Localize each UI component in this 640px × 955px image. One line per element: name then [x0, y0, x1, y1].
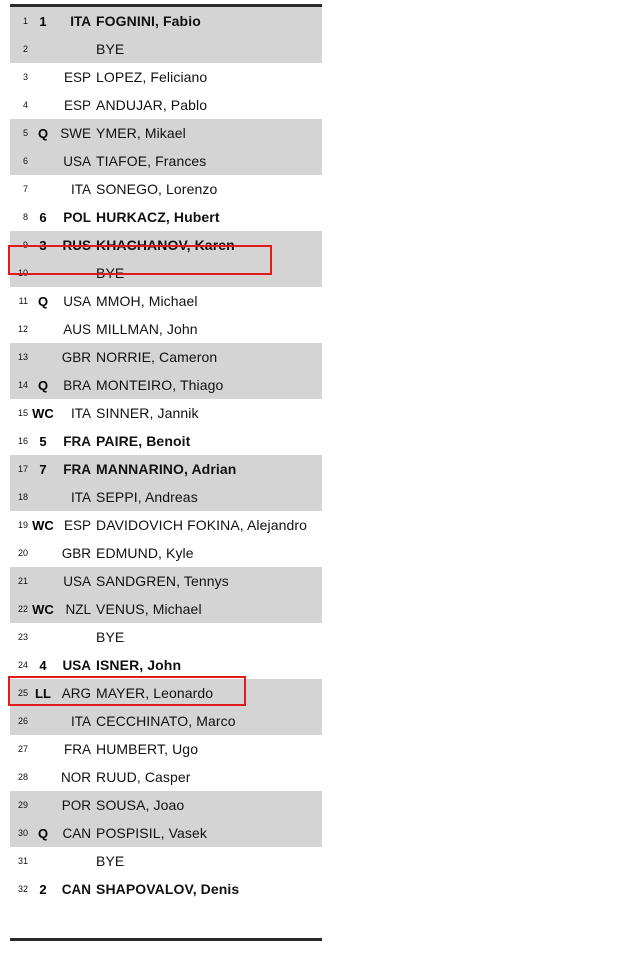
- seed-or-status-label: 2: [39, 881, 47, 897]
- player-name: LOPEZ, Feliciano: [96, 69, 208, 85]
- player-row[interactable]: [10, 875, 322, 903]
- player-row[interactable]: [10, 203, 322, 231]
- player-name: SOUSA, Joao: [96, 797, 185, 813]
- country-code: GBR: [61, 349, 91, 365]
- player-row[interactable]: [10, 819, 322, 847]
- player-row[interactable]: [10, 483, 322, 511]
- draw-position-number: 8: [22, 212, 28, 222]
- player-name: NORRIE, Cameron: [96, 349, 218, 365]
- country-code: AUS: [63, 321, 91, 337]
- match-group[interactable]: [10, 343, 322, 399]
- player-name: MANNARINO, Adrian: [96, 461, 237, 477]
- seed-or-status-label: 1: [39, 13, 47, 29]
- country-code: ITA: [71, 489, 91, 505]
- match-group[interactable]: [10, 623, 322, 679]
- draw-position-number: 6: [22, 156, 28, 166]
- country-code: FRA: [63, 461, 91, 477]
- country-code: CAN: [62, 825, 91, 841]
- player-row[interactable]: [10, 175, 322, 203]
- draw-position-number: 30: [17, 828, 28, 838]
- country-code: ITA: [71, 713, 91, 729]
- player-row[interactable]: [10, 455, 322, 483]
- draw-position-number: 32: [17, 884, 28, 894]
- match-group[interactable]: [10, 63, 322, 119]
- player-name: EDMUND, Kyle: [96, 545, 194, 561]
- player-row[interactable]: [10, 315, 322, 343]
- player-name: RUUD, Casper: [96, 769, 191, 785]
- country-code: ITA: [70, 13, 91, 29]
- player-name: HURKACZ, Hubert: [96, 209, 220, 225]
- country-code: ESP: [63, 97, 91, 113]
- player-name: MAYER, Leonardo: [96, 685, 214, 701]
- draw-position-number: 29: [17, 800, 28, 810]
- draw-position-number: 27: [17, 744, 28, 754]
- match-group[interactable]: [10, 7, 322, 63]
- player-row[interactable]: [10, 343, 322, 371]
- player-name: HUMBERT, Ugo: [96, 741, 199, 757]
- match-group[interactable]: [10, 847, 322, 903]
- seed-or-status-label: Q: [37, 125, 49, 141]
- country-code: FRA: [64, 741, 91, 757]
- player-name: KHACHANOV, Karen: [96, 237, 235, 253]
- player-row[interactable]: [10, 651, 322, 679]
- player-row[interactable]: [10, 259, 322, 287]
- seed-or-status-label: WC: [32, 405, 54, 421]
- draw-position-number: 19: [17, 520, 28, 530]
- draw-position-number: 13: [17, 352, 28, 362]
- draw-position-number: 22: [17, 604, 28, 614]
- country-code: POR: [61, 797, 91, 813]
- draw-position-number: 25: [17, 688, 28, 698]
- draw-position-number: 23: [17, 632, 28, 642]
- player-name: SONEGO, Lorenzo: [96, 181, 218, 197]
- country-code: ARG: [61, 685, 91, 701]
- country-code: CAN: [61, 881, 91, 897]
- match-group[interactable]: [10, 567, 322, 623]
- player-row[interactable]: [10, 595, 322, 623]
- draw-position-number: 31: [17, 856, 28, 866]
- player-name: MILLMAN, John: [96, 321, 198, 337]
- player-row[interactable]: [10, 679, 322, 707]
- seed-or-status-label: WC: [32, 601, 54, 617]
- player-row[interactable]: [10, 623, 322, 651]
- draw-position-number: 2: [22, 44, 28, 54]
- player-name: VENUS, Michael: [96, 601, 202, 617]
- seed-or-status-label: Q: [37, 293, 49, 309]
- seed-or-status-label: Q: [37, 377, 49, 393]
- bye-label: BYE: [96, 629, 125, 645]
- draw-position-number: 1: [22, 16, 28, 26]
- match-group[interactable]: [10, 511, 322, 567]
- player-name: MMOH, Michael: [96, 293, 198, 309]
- player-row[interactable]: [10, 539, 322, 567]
- match-group[interactable]: [10, 231, 322, 287]
- player-name: ISNER, John: [96, 657, 182, 673]
- seed-or-status-label: 5: [39, 433, 47, 449]
- bye-label: BYE: [96, 853, 125, 869]
- seed-or-status-label: Q: [37, 825, 49, 841]
- country-code: RUS: [62, 237, 91, 253]
- draw-position-number: 3: [22, 72, 28, 82]
- draw-position-number: 21: [17, 576, 28, 586]
- player-row[interactable]: [10, 735, 322, 763]
- country-code: USA: [62, 657, 91, 673]
- draw-position-number: 10: [17, 268, 28, 278]
- player-name: SEPPI, Andreas: [96, 489, 198, 505]
- player-row[interactable]: [10, 63, 322, 91]
- draw-position-number: 18: [17, 492, 28, 502]
- match-group[interactable]: [10, 455, 322, 511]
- match-group[interactable]: [10, 399, 322, 455]
- country-code: USA: [63, 573, 91, 589]
- player-row[interactable]: [10, 91, 322, 119]
- player-row[interactable]: [10, 511, 322, 539]
- player-row[interactable]: [10, 7, 322, 35]
- seed-or-status-label: 7: [39, 461, 47, 477]
- player-row[interactable]: [10, 371, 322, 399]
- draw-position-number: 4: [22, 100, 28, 110]
- bye-label: BYE: [96, 265, 125, 281]
- player-row[interactable]: [10, 287, 322, 315]
- player-row[interactable]: [10, 399, 322, 427]
- draw-position-number: 12: [17, 324, 28, 334]
- player-name: CECCHINATO, Marco: [96, 713, 236, 729]
- player-name: MONTEIRO, Thiago: [96, 377, 224, 393]
- draw-position-number: 16: [17, 436, 28, 446]
- player-row[interactable]: [10, 119, 322, 147]
- match-group[interactable]: [10, 679, 322, 735]
- player-name: SANDGREN, Tennys: [96, 573, 229, 589]
- seed-or-status-label: 4: [39, 657, 47, 673]
- seed-or-status-label: WC: [32, 517, 54, 533]
- country-code: POL: [63, 209, 91, 225]
- draw-position-number: 9: [22, 240, 28, 250]
- player-name: SHAPOVALOV, Denis: [96, 881, 240, 897]
- country-code: ESP: [63, 69, 91, 85]
- match-group[interactable]: [10, 791, 322, 847]
- draw-position-number: 24: [17, 660, 28, 670]
- match-group[interactable]: [10, 735, 322, 791]
- draw-position-number: 28: [17, 772, 28, 782]
- country-code: FRA: [63, 433, 91, 449]
- player-row[interactable]: [10, 231, 322, 259]
- player-name: YMER, Mikael: [96, 125, 186, 141]
- draw-position-number: 5: [22, 128, 28, 138]
- player-row[interactable]: [10, 763, 322, 791]
- player-name: PAIRE, Benoit: [96, 433, 191, 449]
- country-code: ITA: [71, 181, 91, 197]
- country-code: NOR: [61, 769, 91, 785]
- bottom-divider: [10, 938, 322, 941]
- match-group[interactable]: [10, 175, 322, 231]
- bye-label: BYE: [96, 41, 125, 57]
- player-row[interactable]: [10, 847, 322, 875]
- seed-or-status-label: LL: [35, 685, 51, 701]
- player-row[interactable]: [10, 147, 322, 175]
- player-name: FOGNINI, Fabio: [96, 13, 201, 29]
- country-code: GBR: [61, 545, 91, 561]
- player-name: DAVIDOVICH FOKINA, Alejandro: [96, 517, 308, 533]
- country-code: ITA: [71, 405, 91, 421]
- player-row[interactable]: [10, 35, 322, 63]
- match-group[interactable]: [10, 287, 322, 343]
- draw-position-number: 15: [17, 408, 28, 418]
- seed-or-status-label: 3: [39, 237, 47, 253]
- player-name: TIAFOE, Frances: [96, 153, 207, 169]
- country-code: NZL: [65, 601, 91, 617]
- country-code: USA: [63, 153, 91, 169]
- seed-or-status-label: 6: [39, 209, 47, 225]
- country-code: USA: [63, 293, 91, 309]
- player-name: ANDUJAR, Pablo: [96, 97, 208, 113]
- draw-position-number: 26: [17, 716, 28, 726]
- player-name: SINNER, Jannik: [96, 405, 199, 421]
- draw-position-number: 11: [18, 296, 28, 306]
- player-row[interactable]: [10, 427, 322, 455]
- player-row[interactable]: [10, 791, 322, 819]
- player-name: POSPISIL, Vasek: [96, 825, 207, 841]
- player-row[interactable]: [10, 707, 322, 735]
- country-code: BRA: [63, 377, 91, 393]
- draw-position-number: 20: [17, 548, 28, 558]
- draw-position-number: 14: [17, 380, 28, 390]
- draw-position-number: 17: [17, 464, 28, 474]
- draw-position-number: 7: [22, 184, 28, 194]
- match-group[interactable]: [10, 119, 322, 175]
- country-code: ESP: [63, 517, 91, 533]
- player-row[interactable]: [10, 567, 322, 595]
- country-code: SWE: [60, 125, 91, 141]
